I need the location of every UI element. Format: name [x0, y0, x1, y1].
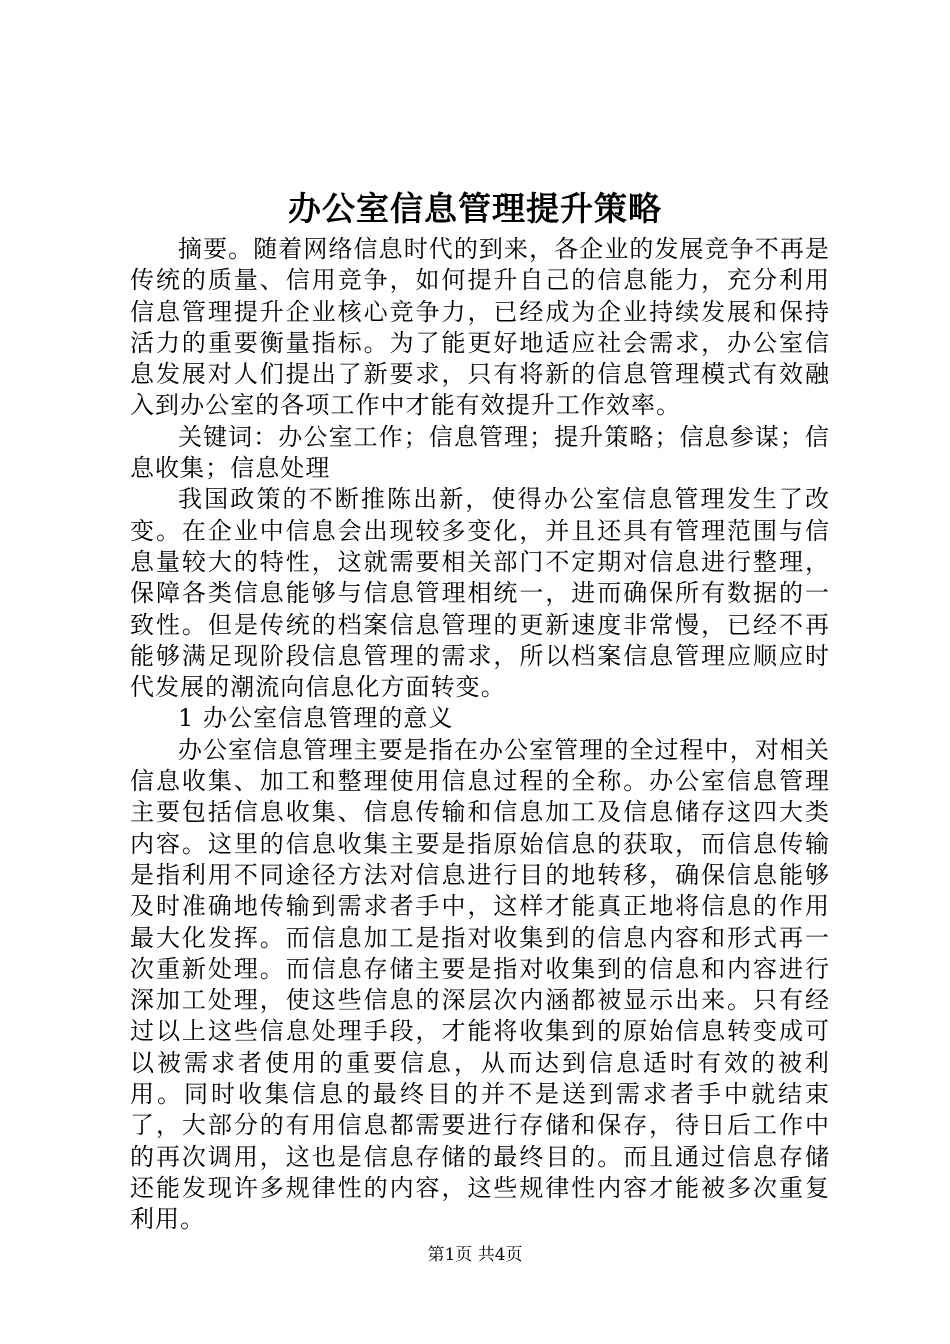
document-body — [130, 234, 830, 1236]
section-heading: 1 办公室信息管理的意义 — [178, 704, 454, 733]
section-paragraph: 办公室信息管理主要是指在办公室管理的全过程中，对相关信息收集、加工和整理使用信息过程的全称。办公室信息管理主要包括信息收集、信息传输和信息加工及信息储存这四大类内容。这里的信息收集主要是指原始信息的获取，而信息传输是指利用不同途径方法对信息进行目的地转移，确保信息能够及时准确地传输到需求者手中，这样才能真正地将信息的作用最大化发挥。而信息加工是指对收集到的信息内容和形式再一次重新处理。而信息存储主要是指对收集到的信息和内容进行深加工处理，使这些信息的深层次内涵都被显示出来。只有经过以上这些信息处理手段，才能将收集到的原始信息转变成可以被需求者使用的重要信息，从而达到信息适时有效的被利用。同时收集信息的最终目的并不是送到需求者手中就结束了，大部分的有用信息都需要进行存储和保存，待日后工作中的再次调用，这也是信息存储的最终目的。而且通过信息存储还能发现许多规律性的内容，这些规律性内容才能被多次重复利用。 — [130, 735, 830, 1234]
abstract-paragraph: 摘要。随着网络信息时代的到来，各企业的发展竞争不再是传统的质量、信用竞争，如何提升自己的信息能力，充分利用信息管理提升企业核心竞争力，已经成为企业持续发展和保持活力的重要衡量指标。为了能更好地适应社会需求，办公室信息发展对人们提出了新要求，只有将新的信息管理模式有效融入到办公室的各项工作中才能有效提升工作效率。 — [130, 235, 830, 420]
intro-paragraph: 我国政策的不断推陈出新，使得办公室信息管理发生了改变。在企业中信息会出现较多变化，并且还具有管理范围与信息量较大的特性，这就需要相关部门不定期对信息进行整理，保障各类信息能够与信息管理相统一，进而确保所有数据的一致性。但是传统的档案信息管理的更新速度非常慢，已经不再能够满足现阶段信息管理的需求，所以档案信息管理应顺应时代发展的潮流向信息化方面转变。 — [130, 485, 830, 702]
keywords-paragraph: 关键词：办公室工作；信息管理；提升策略；信息参谋；信息收集；信息处理 — [130, 422, 830, 483]
document-title: 办公室信息管理提升策略 — [288, 189, 662, 228]
page-footer: 第1页 共4页 — [427, 1245, 523, 1265]
